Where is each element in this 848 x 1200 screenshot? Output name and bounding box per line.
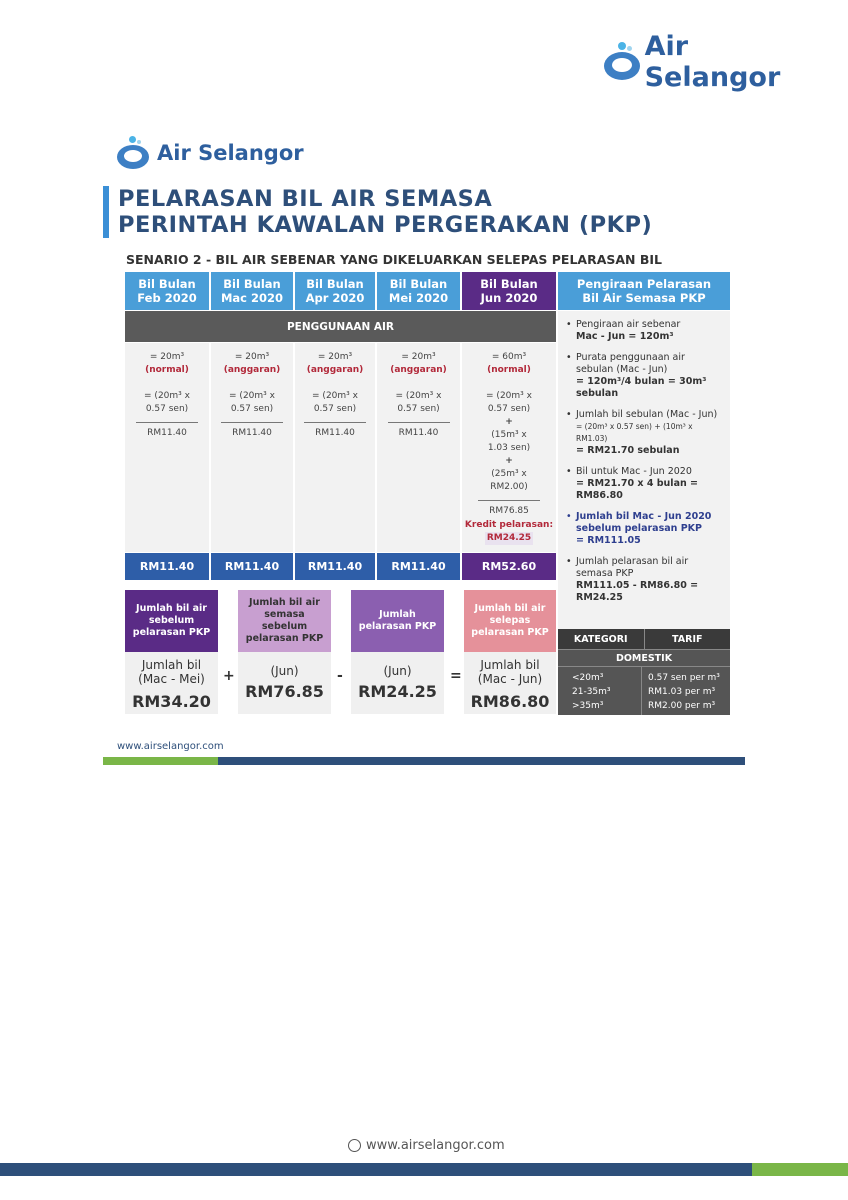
inner-website-link[interactable]: www.airselangor.com bbox=[117, 741, 224, 752]
footer-stripe-green bbox=[752, 1163, 848, 1176]
equals-operator: = bbox=[450, 668, 462, 684]
header-feb: Bil Bulan Feb 2020 bbox=[125, 272, 209, 310]
column-jun: = 60m³ (normal) = (20m³ x 0.57 sen) + (15m³ x 1.03 sen) + (25m³ x RM2.00) RM76.85 Kredit pelarasan: RM24.25 bbox=[462, 343, 556, 552]
water-drop-icon bbox=[600, 40, 639, 84]
summary-value-current: (Jun) RM76.85 bbox=[238, 652, 331, 714]
summary-value-adjustment: (Jun) RM24.25 bbox=[351, 652, 444, 714]
inner-stripe-blue bbox=[218, 757, 745, 765]
header-mei: Bil Bulan Mei 2020 bbox=[377, 272, 460, 310]
inner-brand-name: Air Selangor bbox=[157, 141, 304, 165]
total-mac: RM11.40 bbox=[211, 553, 293, 580]
inner-stripe-green bbox=[103, 757, 218, 765]
column-mei: = 20m³ (anggaran) = (20m³ x 0.57 sen) RM11.40 bbox=[377, 343, 460, 552]
footer-website[interactable]: www.airselangor.com bbox=[348, 1138, 505, 1153]
tariff-category: DOMESTIK bbox=[558, 649, 730, 666]
calculation-header: Pengiraan Pelarasan Bil Air Semasa PKP bbox=[558, 272, 730, 310]
brand-logo bbox=[600, 31, 810, 93]
summary-box-current: Jumlah bil air semasa sebelum pelarasan PKP bbox=[238, 590, 331, 652]
minus-operator: - bbox=[337, 668, 343, 684]
header-jun: Bil Bulan Jun 2020 bbox=[462, 272, 556, 310]
tariff-header: KATEGORI TARIF bbox=[558, 629, 730, 649]
column-feb: = 20m³ (normal) = (20m³ x 0.57 sen) RM11.40 bbox=[125, 343, 209, 552]
water-drop-icon bbox=[115, 135, 151, 171]
calculation-panel: • Pengiraan air sebenar Mac - Jun = 120m³ • Purata penggunaan air sebulan (Mac - Jun) = 120m³/4 bulan = 30m³ sebulan • Jumlah bil sebulan (Mac - Jun) = (20m³ x 0.57 sen) + (10m³ x RM1.03) = RM21.70 sebulan • Bil untuk Mac - Jun 2020 = RM21.70 x 4 bulan = RM86.80 • Jumlah bil Mac - Jun 2020 sebelum pelarasan PKP = RM111.05 • Jumlah pelarasan bil air semasa PKP RM111.05 - RM86.80 = RM24.25 bbox=[558, 311, 730, 629]
summary-box-after: Jumlah bil air selepas pelarasan PKP bbox=[464, 590, 556, 652]
tariff-rows: <20m³ 21-35m³ >35m³ 0.57 sen per m³ RM1.03 per m³ RM2.00 per m³ bbox=[558, 666, 730, 715]
footer-stripe-blue bbox=[0, 1163, 752, 1176]
summary-value-after: Jumlah bil (Mac - Jun) RM86.80 bbox=[464, 652, 556, 714]
summary-value-before: Jumlah bil (Mac - Mei) RM34.20 bbox=[125, 652, 218, 714]
total-apr: RM11.40 bbox=[295, 553, 375, 580]
usage-header: PENGGUNAAN AIR bbox=[125, 311, 556, 342]
summary-box-before: Jumlah bil air sebelum pelarasan PKP bbox=[125, 590, 218, 652]
summary-box-adjustment: Jumlah pelarasan PKP bbox=[351, 590, 444, 652]
total-feb: RM11.40 bbox=[125, 553, 209, 580]
brand-name: Air Selangor bbox=[644, 31, 781, 93]
inner-brand-logo bbox=[115, 133, 304, 173]
total-jun: RM52.60 bbox=[462, 553, 556, 580]
column-apr: = 20m³ (anggaran) = (20m³ x 0.57 sen) RM11.40 bbox=[295, 343, 375, 552]
title-accent bbox=[103, 186, 109, 238]
globe-icon bbox=[348, 1139, 361, 1152]
page-title: PELARASAN BIL AIR SEMASA PERINTAH KAWALAN PERGERAKAN (PKP) bbox=[118, 186, 653, 238]
column-mac: = 20m³ (anggaran) = (20m³ x 0.57 sen) RM11.40 bbox=[211, 343, 293, 552]
header-mac: Bil Bulan Mac 2020 bbox=[211, 272, 293, 310]
header-apr: Bil Bulan Apr 2020 bbox=[295, 272, 375, 310]
scenario-subtitle: SENARIO 2 - BIL AIR SEBENAR YANG DIKELUARKAN SELEPAS PELARASAN BIL bbox=[126, 252, 663, 267]
total-mei: RM11.40 bbox=[377, 553, 460, 580]
plus-operator: + bbox=[223, 668, 235, 684]
